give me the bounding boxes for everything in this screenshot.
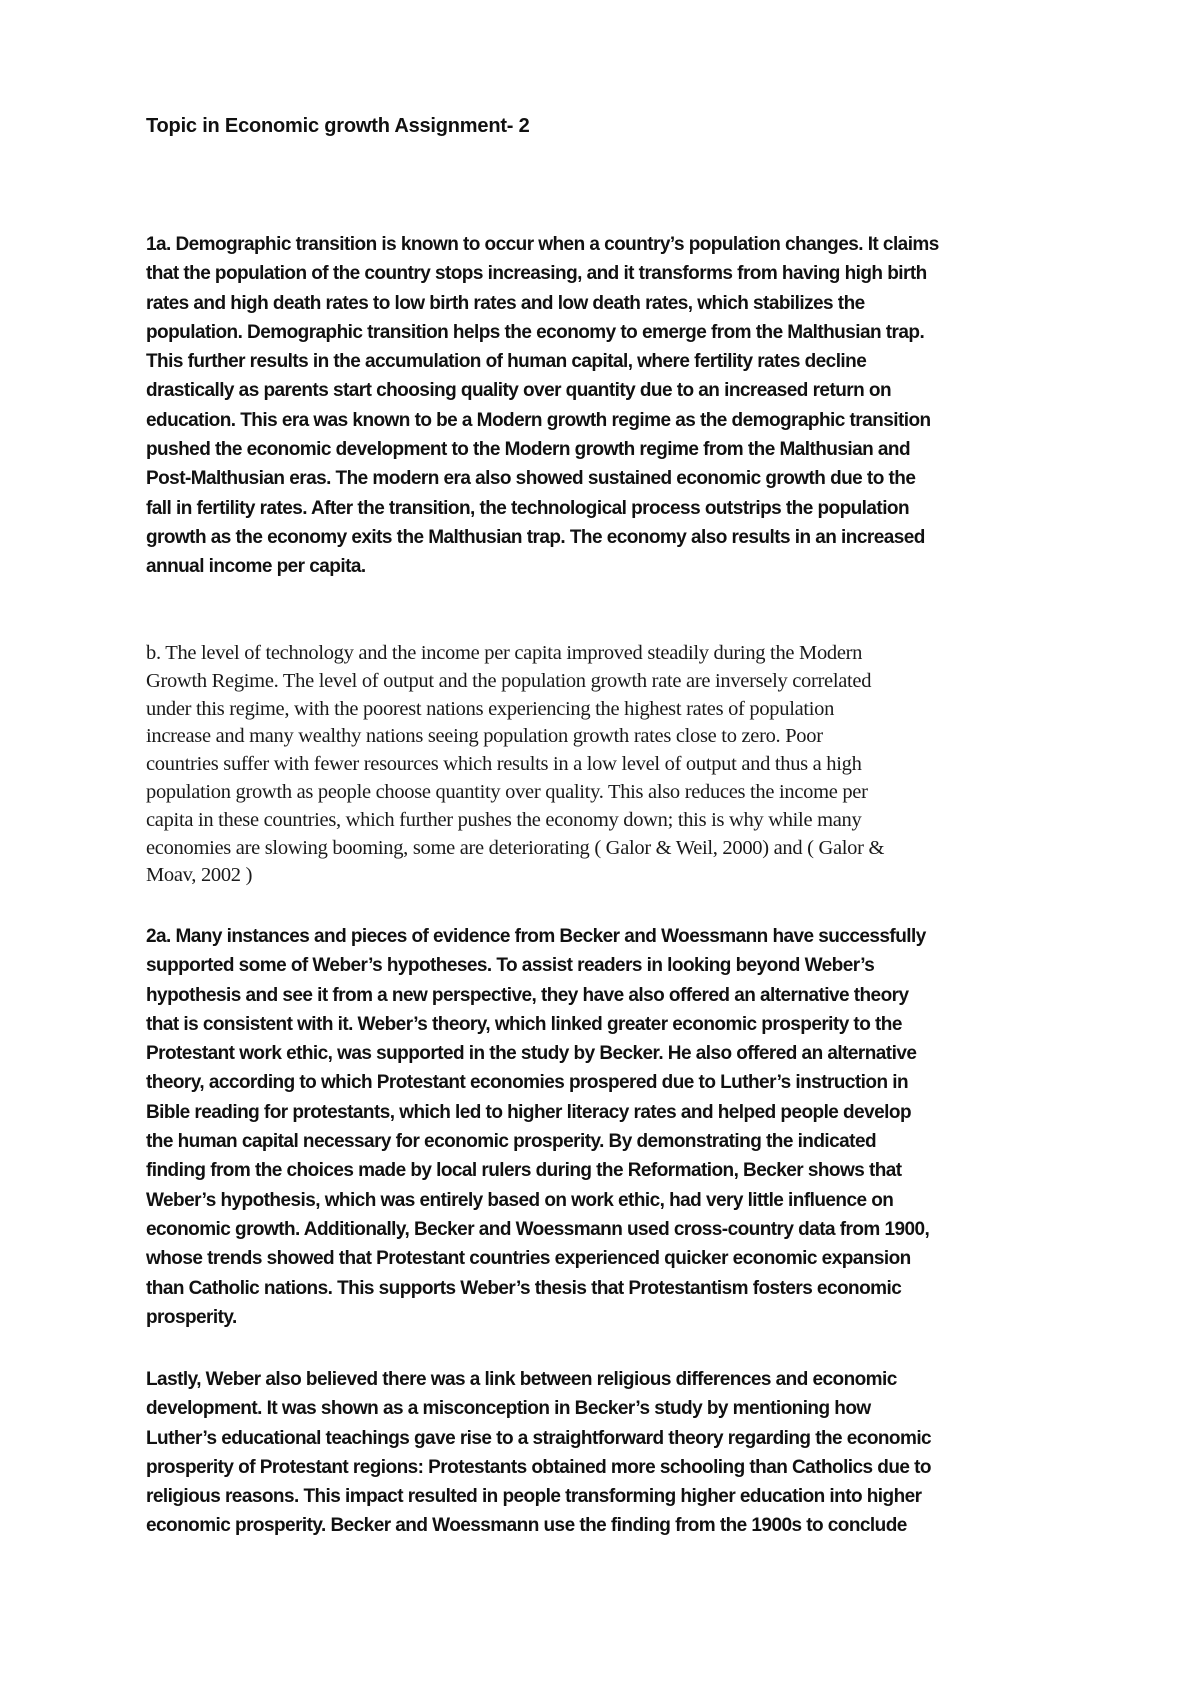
text-line: education. This era was known to be a Modern growth regime as the demographic transition [146,409,931,431]
text-line: Luther’s educational teachings gave rise to a straightforward theory regarding the economic [146,1427,932,1449]
text-line: Weber’s hypothesis, which was entirely based on work ethic, had very little influence on [146,1189,894,1211]
text-line: 2a. Many instances and pieces of evidence from Becker and Woessmann have successfully [146,926,926,947]
text-line: religious reasons. This impact resulted in people transforming higher education into higher [146,1486,922,1508]
text-line: prosperity of Protestant regions: Protestants obtained more schooling than Catholics due to [146,1456,931,1478]
text-line: Bible reading for protestants, which led to higher literacy rates and helped people develop [146,1101,912,1123]
paragraph-1a [146,230,1066,582]
text-line: population. Demographic transition helps the economy to emerge from the Malthusian trap. [146,321,925,343]
text-line: development. It was shown as a misconception in Becker’s study by mentioning how [146,1398,871,1420]
text-line: economic prosperity. Becker and Woessmann use the finding from the 1900s to conclude [146,1515,907,1537]
text-line: growth as the economy exits the Malthusian trap. The economy also results in an increased [146,526,925,548]
text-line: Lastly, Weber also believed there was a link between religious differences and economic [146,1369,897,1390]
text-line: 1a. Demographic transition is known to occur when a country’s population changes. It claims [146,234,939,255]
text-line: prosperity. [146,1306,237,1328]
paragraph-2a [146,922,1066,1332]
text-line: rates and high death rates to low birth rates and low death rates, which stabilizes the [146,292,865,314]
text-line: This further results in the accumulation of human capital, where fertility rates decline [146,351,867,373]
text-line: under this regime, with the poorest nations experiencing the highest rates of population [146,697,835,720]
text-line: economic growth. Additionally, Becker and Woessmann used cross-country data from 1900, [146,1218,930,1240]
text-line: Protestant work ethic, was supported in the study by Becker. He also offered an alternative [146,1043,917,1065]
text-line: drastically as parents start choosing quality over quantity due to an increased return on [146,380,892,402]
text-line: pushed the economic development to the Modern growth regime from the Malthusian and [146,439,911,461]
paragraph-2b [146,1365,1066,1541]
text-line: population growth as people choose quantity over quality. This also reduces the income per [146,780,868,803]
text-line: hypothesis and see it from a new perspective, they have also offered an alternative theory [146,984,909,1006]
text-line: theory, according to which Protestant economies prospered due to Luther’s instruction in [146,1072,909,1094]
text-line: whose trends showed that Protestant countries experienced quicker economic expansion [146,1248,911,1270]
text-line: b. The level of technology and the income per capita improved steadily during the Modern [146,642,863,664]
text-line: Post-Malthusian eras. The modern era also showed sustained economic growth due to the [146,468,916,490]
text-line: than Catholic nations. This supports Weber’s thesis that Protestantism fosters economic [146,1277,902,1299]
text-line: finding from the choices made by local rulers during the Reformation, Becker shows that [146,1160,902,1182]
text-line: increase and many wealthy nations seeing population growth rates close to zero. Poor [146,725,823,748]
text-line: supported some of Weber’s hypotheses. To assist readers in looking beyond Weber’s [146,955,875,977]
text-line: that is consistent with it. Weber’s theory, which linked greater economic prosperity to the [146,1013,902,1035]
text-line: that the population of the country stops increasing, and it transforms from having high birth [146,263,927,285]
text-line: fall in fertility rates. After the transition, the technological process outstrips the population [146,497,910,519]
text-line: annual income per capita. [146,556,366,578]
document-title: Topic in Economic growth Assignment- 2 [146,115,530,137]
text-line: Growth Regime. The level of output and the population growth rate are inversely correlated [146,669,872,692]
paragraph-1b [146,640,1066,890]
text-line: the human capital necessary for economic prosperity. By demonstrating the indicated [146,1131,877,1153]
text-line: economies are slowing booming, some are deteriorating ( Galor & Weil, 2000) and ( Galor & [146,836,885,859]
text-line: countries suffer with fewer resources which results in a low level of output and thus a high [146,753,862,776]
text-line: Moav, 2002 ) [146,864,253,887]
text-line: capita in these countries, which further pushes the economy down; this is why while many [146,808,862,831]
